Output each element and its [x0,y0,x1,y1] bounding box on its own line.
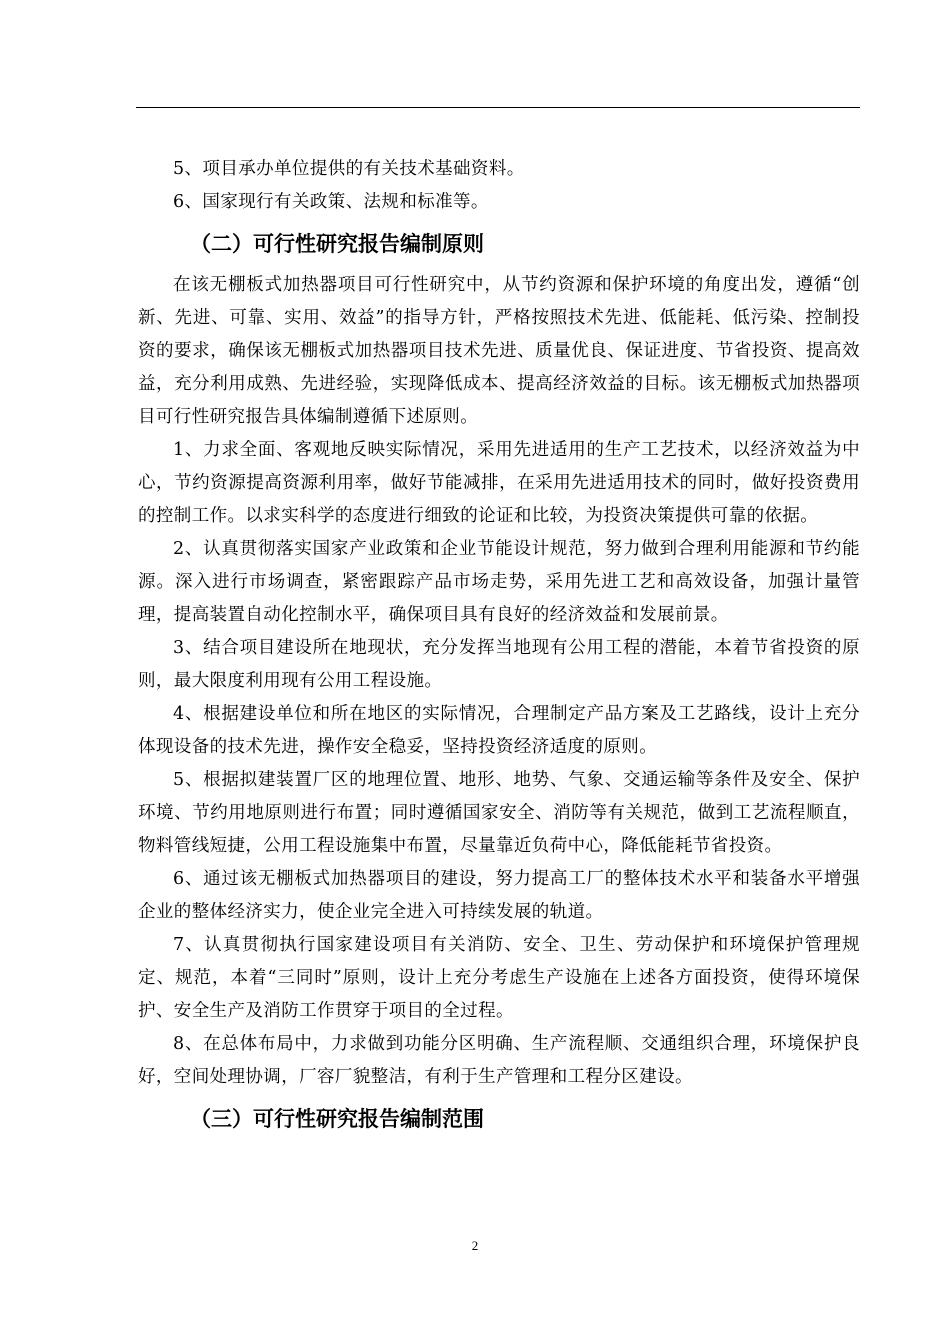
section-heading-scope: （三）可行性研究报告编制范围 [190,1107,484,1131]
section-heading-principles: （二）可行性研究报告编制原则 [190,232,484,256]
principle-paragraph: 5、根据拟建装置厂区的地理位置、地形、地势、气象、交通运输等条件及安全、保护环境、节约用地原则进行布置；同时遵循国家安全、消防等有关规范，做到工艺流程顺直，物料管线短捷，公用工程设施集中布置，尽量靠近负荷中心，降低能耗节省投资。 [138,770,860,856]
principle-paragraph: 8、在总体布局中，力求做到功能分区明确、生产流程顺、交通组织合理，环境保护良好，空间处理协调，厂容厂貌整洁，有利于生产管理和工程分区建设。 [138,1034,860,1087]
list-item: 6、国家现行有关政策、法规和标准等。 [173,192,489,212]
principle-paragraph: 1、力求全面、客观地反映实际情况，采用先进适用的生产工艺技术，以经济效益为中心，节约资源提高资源利用率，做好节能减排，在采用先进适用技术的同时，做好投资费用的控制工作。以求实科学的态度进行细致的论证和比较，为投资决策提供可靠的依据。 [138,440,860,526]
list-item: 5、项目承办单位提供的有关技术基础资料。 [173,159,525,179]
principle-paragraph: 3、结合项目建设所在地现状，充分发挥当地现有公用工程的潜能，本着节省投资的原则，最大限度利用现有公用工程设施。 [138,638,860,691]
intro-paragraph: 在该无棚板式加热器项目可行性研究中，从节约资源和保护环境的角度出发，遵循“创新、先进、可靠、实用、效益”的指导方针，严格按照技术先进、低能耗、低污染、控制投资的要求，确保该无棚板式加热器项目技术先进、质量优良、保证进度、节省投资、提高效益，充分利用成熟、先进经验，实现降低成本、提高经济效益的目标。该无棚板式加热器项目可行性研究报告具体编制遵循下述原则。 [138,275,860,427]
header-rule [136,107,860,108]
principle-paragraph: 7、认真贯彻执行国家建设项目有关消防、安全、卫生、劳动保护和环境保护管理规定、规范，本着“三同时”原则，设计上充分考虑生产设施在上述各方面投资，使得环境保护、安全生产及消防工作贯穿于项目的全过程。 [138,935,860,1021]
page-number: 2 [471,1238,479,1253]
principle-paragraph: 2、认真贯彻落实国家产业政策和企业节能设计规范，努力做到合理利用能源和节约能源。深入进行市场调查，紧密跟踪产品市场走势，采用先进工艺和高效设备，加强计量管理，提高装置自动化控制水平，确保项目具有良好的经济效益和发展前景。 [138,539,860,625]
principle-paragraph: 6、通过该无棚板式加热器项目的建设，努力提高工厂的整体技术水平和装备水平增强企业的整体经济实力，使企业完全进入可持续发展的轨道。 [138,869,860,922]
principle-paragraph: 4、根据建设单位和所在地区的实际情况，合理制定产品方案及工艺路线，设计上充分体现设备的技术先进，操作安全稳妥，坚持投资经济适度的原则。 [138,704,860,757]
document-body [138,153,860,1144]
